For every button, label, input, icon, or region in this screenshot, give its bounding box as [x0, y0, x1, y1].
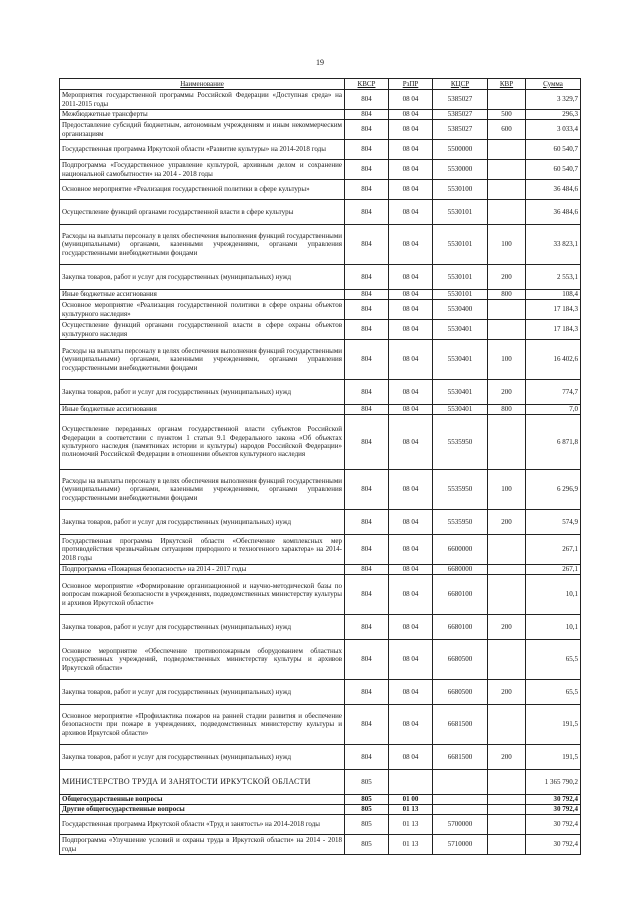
cell-rzpr: 01 00	[389, 795, 433, 805]
cell-kcsr: 5535950	[433, 415, 488, 470]
cell-name: Расходы на выплаты персоналу в целях обеспечения выполнения функций государственными (муниципальными) органами, казенными учреждениями, органами управления государственными внебюджетными фондами	[60, 340, 345, 380]
cell-kcsr: 5535950	[433, 510, 488, 535]
cell-kcsr: 5530401	[433, 340, 488, 380]
cell-kcsr: 5530000	[433, 160, 488, 180]
cell-kvsr: 804	[345, 265, 389, 290]
table-row	[60, 90, 581, 110]
cell-rzpr: 08 04	[389, 615, 433, 640]
cell-name: Закупка товаров, работ и услуг для государственных (муниципальных) нужд	[60, 615, 345, 640]
table-row	[60, 225, 581, 265]
cell-kvsr: 804	[345, 300, 389, 320]
cell-kcsr: 5530401	[433, 380, 488, 405]
cell-rzpr: 08 04	[389, 340, 433, 380]
page-number: 19	[316, 58, 324, 67]
cell-name: Закупка товаров, работ и услуг для государственных (муниципальных) нужд	[60, 680, 345, 705]
cell-sum: 30 792,4	[526, 805, 581, 815]
cell-rzpr: 01 13	[389, 805, 433, 815]
table-row	[60, 770, 581, 795]
cell-kvsr: 804	[345, 200, 389, 225]
cell-name: Закупка товаров, работ и услуг для государственных (муниципальных) нужд	[60, 265, 345, 290]
cell-kvr	[488, 795, 526, 805]
table-row	[60, 265, 581, 290]
cell-kcsr: 6680500	[433, 640, 488, 680]
cell-rzpr: 08 04	[389, 510, 433, 535]
cell-kcsr: 5385027	[433, 90, 488, 110]
cell-sum: 574,9	[526, 510, 581, 535]
cell-sum: 10,1	[526, 575, 581, 615]
table-row	[60, 795, 581, 805]
cell-name: Осуществление функций органами государственной власти в сфере охраны объектов культурного наследия	[60, 320, 345, 340]
cell-sum: 36 484,6	[526, 200, 581, 225]
cell-kcsr: 5530101	[433, 290, 488, 300]
cell-sum: 17 184,3	[526, 320, 581, 340]
cell-sum: 36 484,6	[526, 180, 581, 200]
cell-name: Осуществление функций органами государственной власти в сфере культуры	[60, 200, 345, 225]
cell-name: Предоставление субсидий бюджетным, автономным учреждениям и иным некоммерческим организациям	[60, 120, 345, 140]
cell-kvr: 200	[488, 510, 526, 535]
cell-sum: 30 792,4	[526, 835, 581, 855]
table-row	[60, 300, 581, 320]
table-row	[60, 470, 581, 510]
cell-sum: 3 329,7	[526, 90, 581, 110]
cell-sum: 30 792,4	[526, 795, 581, 805]
cell-sum: 17 184,3	[526, 300, 581, 320]
cell-kvr: 200	[488, 615, 526, 640]
table-row	[60, 640, 581, 680]
budget-table	[59, 78, 581, 855]
cell-kvr: 600	[488, 120, 526, 140]
cell-sum: 267,1	[526, 535, 581, 565]
cell-sum: 108,4	[526, 290, 581, 300]
cell-rzpr: 08 04	[389, 90, 433, 110]
cell-kvsr: 804	[345, 510, 389, 535]
cell-kvr: 100	[488, 340, 526, 380]
cell-rzpr: 08 04	[389, 140, 433, 160]
cell-name: Расходы на выплаты персоналу в целях обеспечения выполнения функций государственными (муниципальными) органами, казенными учреждениями, органами управления государственными внебюджетными фондами	[60, 470, 345, 510]
cell-kvsr: 804	[345, 380, 389, 405]
cell-kvsr: 804	[345, 705, 389, 745]
cell-kvr	[488, 200, 526, 225]
cell-kvr	[488, 180, 526, 200]
cell-sum: 65,5	[526, 640, 581, 680]
cell-kvsr: 804	[345, 110, 389, 120]
cell-rzpr: 08 04	[389, 110, 433, 120]
cell-kcsr	[433, 805, 488, 815]
cell-kvsr: 805	[345, 795, 389, 805]
cell-name: Подпрограмма «Пожарная безопасность» на 2014 - 2017 годы	[60, 565, 345, 575]
cell-sum: 60 540,7	[526, 140, 581, 160]
cell-sum: 2 553,1	[526, 265, 581, 290]
cell-sum: 296,3	[526, 110, 581, 120]
cell-kcsr: 5530101	[433, 200, 488, 225]
cell-sum: 60 540,7	[526, 160, 581, 180]
cell-kvsr: 804	[345, 470, 389, 510]
cell-sum: 1 365 790,2	[526, 770, 581, 795]
cell-kcsr: 6680500	[433, 680, 488, 705]
cell-sum: 6 871,8	[526, 415, 581, 470]
table-row	[60, 815, 581, 835]
cell-kcsr: 5385027	[433, 110, 488, 120]
cell-kvsr: 804	[345, 320, 389, 340]
cell-kcsr: 5535950	[433, 470, 488, 510]
cell-kvr: 100	[488, 225, 526, 265]
table-row	[60, 835, 581, 855]
cell-rzpr: 08 04	[389, 200, 433, 225]
table-row	[60, 805, 581, 815]
table-row	[60, 510, 581, 535]
cell-kvr	[488, 90, 526, 110]
table-row	[60, 160, 581, 180]
cell-name: Основное мероприятие «Реализация государственной политики в сфере охраны объектов культурного наследия»	[60, 300, 345, 320]
cell-name: Основное мероприятие «Реализация государственной политики в сфере культуры»	[60, 180, 345, 200]
cell-sum: 10,1	[526, 615, 581, 640]
cell-name: Основное мероприятие «Обеспечение противопожарным оборудованием областных государственных учреждений, подведомственных министерству культуры и архивов Иркутской области»	[60, 640, 345, 680]
cell-name: Закупка товаров, работ и услуг для государственных (муниципальных) нужд	[60, 510, 345, 535]
cell-kvr: 800	[488, 290, 526, 300]
cell-kcsr: 5500000	[433, 140, 488, 160]
cell-kcsr: 5385027	[433, 120, 488, 140]
cell-rzpr: 08 04	[389, 265, 433, 290]
cell-kvsr: 804	[345, 225, 389, 265]
header-kvr: КВР	[488, 79, 526, 90]
cell-rzpr: 08 04	[389, 680, 433, 705]
cell-kcsr: 5530401	[433, 405, 488, 415]
cell-kvsr: 805	[345, 815, 389, 835]
table-row	[60, 615, 581, 640]
table-row	[60, 140, 581, 160]
cell-rzpr: 08 04	[389, 225, 433, 265]
cell-kvsr: 804	[345, 640, 389, 680]
cell-kvsr: 804	[345, 140, 389, 160]
header-name: Наименование	[60, 79, 345, 90]
cell-sum: 7,0	[526, 405, 581, 415]
cell-name: Общегосударственные вопросы	[60, 795, 345, 805]
cell-kvr: 500	[488, 110, 526, 120]
cell-kvsr: 804	[345, 180, 389, 200]
cell-kvr: 100	[488, 470, 526, 510]
cell-kcsr	[433, 770, 488, 795]
cell-kvsr: 804	[345, 535, 389, 565]
cell-sum: 30 792,4	[526, 815, 581, 835]
cell-kcsr	[433, 795, 488, 805]
cell-name: Осуществление переданных органам государственной власти субъектов Российской Федерации в соответствии с пунктом 1 статьи 9.1 Федерального закона «Об объектах культурного наследия (памятниках истории и культуры) народов Российской Федерации» полномочий Российской Федерации в отношении объектов культурного наследия	[60, 415, 345, 470]
cell-kvsr: 805	[345, 835, 389, 855]
cell-rzpr: 08 04	[389, 290, 433, 300]
cell-rzpr: 08 04	[389, 380, 433, 405]
cell-rzpr: 01 13	[389, 835, 433, 855]
table-row	[60, 745, 581, 770]
cell-sum: 191,5	[526, 745, 581, 770]
cell-kcsr: 5530101	[433, 225, 488, 265]
cell-kvr	[488, 320, 526, 340]
cell-kvr	[488, 535, 526, 565]
table-row	[60, 415, 581, 470]
cell-sum: 191,5	[526, 705, 581, 745]
table-header-row	[60, 79, 581, 90]
table-row	[60, 535, 581, 565]
cell-rzpr	[389, 770, 433, 795]
cell-kvsr: 804	[345, 290, 389, 300]
cell-kvsr: 805	[345, 770, 389, 795]
cell-name: Государственная программа Иркутской области «Труд и занятость» на 2014-2018 годы	[60, 815, 345, 835]
cell-kcsr: 6681500	[433, 745, 488, 770]
cell-kvr	[488, 835, 526, 855]
cell-kvr	[488, 640, 526, 680]
cell-rzpr: 08 04	[389, 415, 433, 470]
cell-rzpr: 08 04	[389, 320, 433, 340]
cell-kvr	[488, 575, 526, 615]
cell-name: Подпрограмма «Государственное управление культурой, архивным делом и сохранение национальной самобытности» на 2014 - 2018 годы	[60, 160, 345, 180]
header-kcsr: КЦСР	[433, 79, 488, 90]
cell-rzpr: 08 04	[389, 575, 433, 615]
cell-kcsr: 5530100	[433, 180, 488, 200]
cell-kcsr: 6680000	[433, 565, 488, 575]
cell-name: Подпрограмма «Улучшение условий и охраны труда в Иркутской области» на 2014 - 2018 годы	[60, 835, 345, 855]
table-row	[60, 705, 581, 745]
cell-sum: 3 033,4	[526, 120, 581, 140]
header-sum: Сумма	[526, 79, 581, 90]
cell-rzpr: 08 04	[389, 470, 433, 510]
table-row	[60, 110, 581, 120]
table-row	[60, 565, 581, 575]
cell-kcsr: 5530401	[433, 320, 488, 340]
cell-kvsr: 804	[345, 160, 389, 180]
cell-rzpr: 01 13	[389, 815, 433, 835]
cell-kvr: 200	[488, 380, 526, 405]
cell-kvr	[488, 815, 526, 835]
cell-kcsr: 5530101	[433, 265, 488, 290]
cell-kvr: 200	[488, 680, 526, 705]
cell-kvr: 200	[488, 745, 526, 770]
cell-name: Мероприятия государственной программы Российской Федерации «Доступная среда» на 2011-2015 годы	[60, 90, 345, 110]
cell-kvr: 800	[488, 405, 526, 415]
cell-sum: 774,7	[526, 380, 581, 405]
cell-sum: 267,1	[526, 565, 581, 575]
cell-kvsr: 804	[345, 575, 389, 615]
cell-rzpr: 08 04	[389, 120, 433, 140]
cell-name: Иные бюджетные ассигнования	[60, 290, 345, 300]
cell-sum: 6 296,9	[526, 470, 581, 510]
cell-kvsr: 804	[345, 90, 389, 110]
cell-kvsr: 804	[345, 120, 389, 140]
table-row	[60, 340, 581, 380]
cell-rzpr: 08 04	[389, 300, 433, 320]
cell-rzpr: 08 04	[389, 705, 433, 745]
cell-sum: 65,5	[526, 680, 581, 705]
table-row	[60, 200, 581, 225]
cell-kcsr: 5700000	[433, 815, 488, 835]
cell-kvr	[488, 140, 526, 160]
cell-kvsr: 804	[345, 680, 389, 705]
cell-kvr	[488, 770, 526, 795]
cell-rzpr: 08 04	[389, 745, 433, 770]
cell-kvsr: 804	[345, 340, 389, 380]
cell-kvr	[488, 805, 526, 815]
table-row	[60, 180, 581, 200]
cell-kcsr: 6681500	[433, 705, 488, 745]
cell-name: Государственная программа Иркутской области «Развитие культуры» на 2014-2018 годы	[60, 140, 345, 160]
cell-sum: 16 402,6	[526, 340, 581, 380]
header-rzpr: РзПР	[389, 79, 433, 90]
cell-rzpr: 08 04	[389, 640, 433, 680]
cell-kvsr: 804	[345, 415, 389, 470]
cell-kcsr: 5710000	[433, 835, 488, 855]
cell-name: Основное мероприятие «Формирование организационной и научно-методической базы по вопросам пожарной безопасности в учреждениях, подведомственных министерству культуры и архивов Иркутской области»	[60, 575, 345, 615]
table-row	[60, 320, 581, 340]
cell-kcsr: 5530400	[433, 300, 488, 320]
cell-rzpr: 08 04	[389, 160, 433, 180]
cell-kvsr: 805	[345, 805, 389, 815]
cell-kcsr: 6680100	[433, 615, 488, 640]
cell-kvr	[488, 300, 526, 320]
table-row	[60, 380, 581, 405]
cell-name: Межбюджетные трансферты	[60, 110, 345, 120]
cell-name: Государственная программа Иркутской области «Обеспечение комплексных мер противодействия чрезвычайным ситуациям природного и техногенного характера» на 2014-2018 годы	[60, 535, 345, 565]
cell-name: Расходы на выплаты персоналу в целях обеспечения выполнения функций государственными (муниципальными) органами, казенными учреждениями, органами управления государственными внебюджетными фондами	[60, 225, 345, 265]
cell-rzpr: 08 04	[389, 405, 433, 415]
cell-name: Закупка товаров, работ и услуг для государственных (муниципальных) нужд	[60, 745, 345, 770]
cell-kvsr: 804	[345, 745, 389, 770]
cell-kvsr: 804	[345, 405, 389, 415]
table-row	[60, 120, 581, 140]
cell-kvsr: 804	[345, 615, 389, 640]
cell-kcsr: 6600000	[433, 535, 488, 565]
cell-name: Основное мероприятие «Профилактика пожаров на ранней стадии развития и обеспечение безопасности при пожаре в учреждениях, подведомственных министерству культуры и архивов Иркутской области»	[60, 705, 345, 745]
table-row	[60, 575, 581, 615]
cell-kvr	[488, 160, 526, 180]
cell-name: Иные бюджетные ассигнования	[60, 405, 345, 415]
table-row	[60, 290, 581, 300]
cell-rzpr: 08 04	[389, 180, 433, 200]
table-row	[60, 680, 581, 705]
cell-rzpr: 08 04	[389, 535, 433, 565]
cell-kvr: 200	[488, 265, 526, 290]
cell-kvr	[488, 415, 526, 470]
cell-name: Другие общегосударственные вопросы	[60, 805, 345, 815]
table-row	[60, 405, 581, 415]
header-kvsr: КВСР	[345, 79, 389, 90]
cell-kvr	[488, 565, 526, 575]
cell-kcsr: 6680100	[433, 575, 488, 615]
cell-rzpr: 08 04	[389, 565, 433, 575]
cell-name: Закупка товаров, работ и услуг для государственных (муниципальных) нужд	[60, 380, 345, 405]
cell-kvsr: 804	[345, 565, 389, 575]
cell-name: МИНИСТЕРСТВО ТРУДА И ЗАНЯТОСТИ ИРКУТСКОЙ ОБЛАСТИ	[60, 770, 345, 795]
cell-sum: 33 823,1	[526, 225, 581, 265]
cell-kvr	[488, 705, 526, 745]
